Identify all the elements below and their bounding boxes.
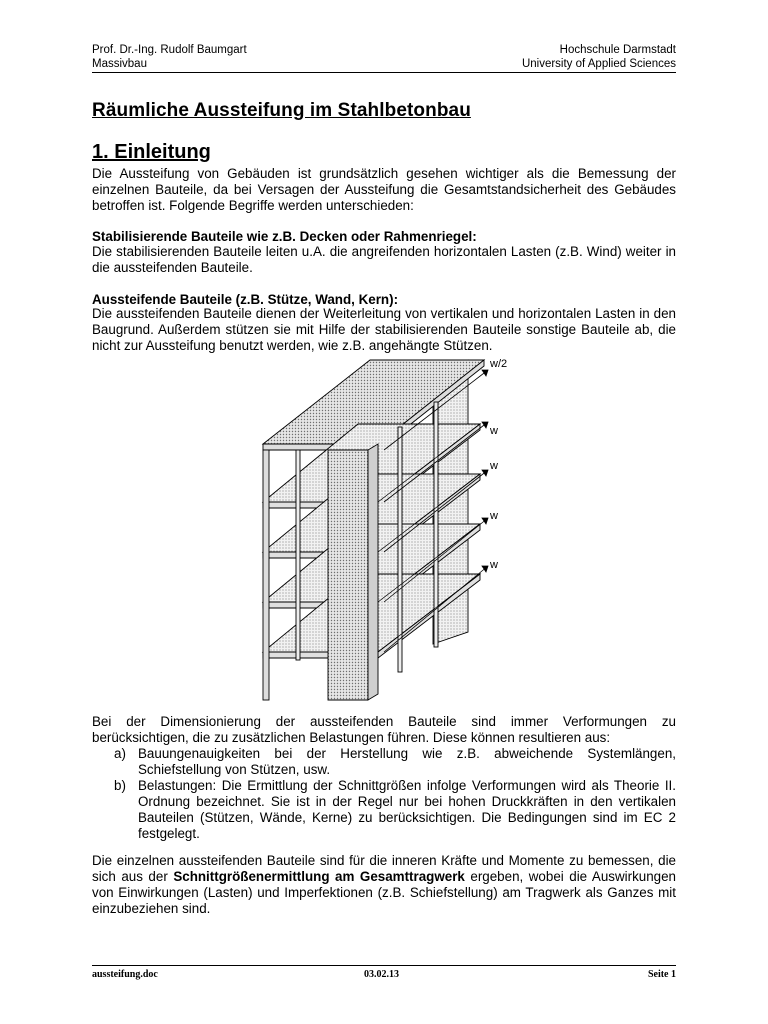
stab-paragraph: Die stabilisierenden Bauteile leiten u.A. die angreifenden horizontalen Lasten (z.B. Wind) weiter in die aussteifenden Bauteile. <box>92 244 676 275</box>
header-institution-en: University of Applied Sciences <box>521 58 676 70</box>
closing-text-before: Die einzelnen aussteifenden Bauteile sind für die inneren Kräfte und Momente zu bemessen, die sich aus der <box>92 853 676 884</box>
list-item <box>92 778 676 842</box>
closing-paragraph <box>92 853 676 917</box>
closing-text-bold: Schnittgrößenermittlung am Gesamttragwerk <box>173 869 465 884</box>
footer-date: 03.02.13 <box>364 969 399 980</box>
intro-paragraph: Die Aussteifung von Gebäuden ist grundsätzlich gesehen wichtiger als die Bemessung der einzelnen Bauteile, da bei Versagen der Aussteifung die Gesamtstandsicherheit des Gebäudes betroffen ist. Folgende Begriffe werden unterschieden: <box>92 166 676 213</box>
imperfection-list <box>92 746 676 842</box>
load-label-2: w <box>490 460 498 472</box>
list-text: Bauungenauigkeiten bei der Herstellung wie z.B. abweichende Systemlängen, Schiefstellung von Stützen, usw. <box>138 746 676 777</box>
load-label-3: w <box>490 510 498 522</box>
aus-paragraph: Die aussteifenden Bauteile dienen der Weiterleitung von vertikalen und horizontalen Lasten in den Baugrund. Außerdem stützen sie mit Hilfe der stabilisierenden Bauteile sonstige Bauteile ab, die nicht zur Aussteifung benutzt werden, wie z.B. angehängte Stützen. <box>92 306 676 353</box>
list-text: Belastungen: Die Ermittlung der Schnittgrößen infolge Verformungen wird als Theorie II. Ordnung bezeichnet. Sie ist in der Regel nur bei hohen Druckkräften in den vertikalen Bauteilen (Stützen, Wände, Kerne) zu berücksichtigen. Die Bedingungen sind im EC 2 festgelegt. <box>138 778 676 841</box>
list-marker: b) <box>114 778 126 793</box>
footer-page-number: Seite 1 <box>647 969 676 980</box>
bracing-frame-figure <box>258 352 518 708</box>
header-course: Massivbau <box>92 58 147 70</box>
dimension-paragraph: Bei der Dimensionierung der aussteifenden Bauteile sind immer Verformungen zu berücksichtigen, die zu zusätzlichen Belastungen führen. Diese können resultieren aus: <box>92 714 676 745</box>
load-label-top: w/2 <box>490 358 508 370</box>
footer-filename: aussteifung.doc <box>92 969 158 980</box>
load-label-1: w <box>490 425 498 437</box>
load-label-4: w <box>490 559 498 571</box>
footer-rule <box>92 965 676 966</box>
aus-heading: Aussteifende Bauteile (z.B. Stütze, Wand, Kern): <box>92 292 399 307</box>
document-title: Räumliche Aussteifung im Stahlbetonbau <box>92 100 471 121</box>
header-rule <box>92 72 676 73</box>
header-author: Prof. Dr.-Ing. Rudolf Baumgart <box>92 44 247 56</box>
list-marker: a) <box>114 746 126 761</box>
list-item <box>92 746 676 778</box>
header-institution: Hochschule Darmstadt <box>559 44 676 56</box>
section-heading: 1. Einleitung <box>92 141 211 163</box>
stab-heading: Stabilisierende Bauteile wie z.B. Decken oder Rahmenriegel: <box>92 229 477 244</box>
front-shear-wall <box>328 450 368 700</box>
front-column <box>263 450 269 700</box>
closing-text-after: ergeben, wobei die Auswirkungen von Einwirkungen (Lasten) und Imperfektionen (z.B. Schiefstellung) am Tragwerk als Ganzes mit einzubeziehen sind. <box>92 869 677 916</box>
